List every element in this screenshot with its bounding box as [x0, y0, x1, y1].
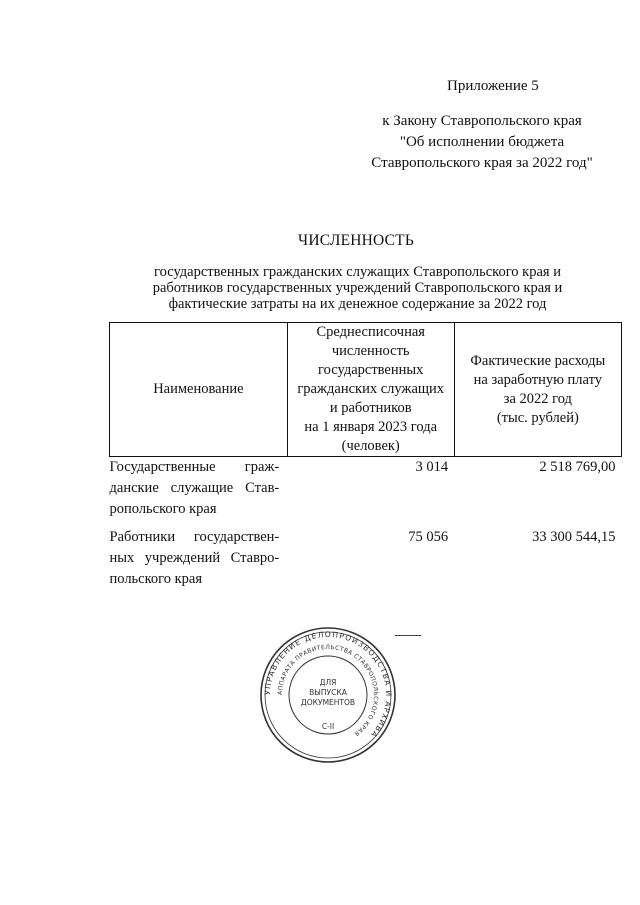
signature-line [395, 635, 421, 636]
stamp-center-line: ВЫПУСКА [309, 688, 347, 697]
subtitle-line: государственных гражданских служащих Ставропольского края и [154, 264, 561, 280]
law-line: к Закону Ставропольского края [382, 113, 582, 129]
stamp-center-line: ДОКУМЕНТОВ [300, 698, 356, 707]
row-expense: 33 300 544,15 [532, 528, 616, 545]
document-subtitle [140, 264, 575, 312]
header-name: Наименование [110, 323, 288, 457]
staff-expense-table [109, 322, 622, 597]
subtitle-line: фактические затраты на их денежное содержание за 2022 год [168, 296, 547, 312]
row-expense: 2 518 769,00 [539, 459, 616, 475]
table-row [110, 457, 622, 527]
law-line: "Об исполнении бюджета [399, 134, 565, 150]
law-reference [352, 111, 612, 174]
header-expense: Фактические расходы на заработную плату за 2022 год (тыс. рублей) [454, 323, 621, 457]
appendix-label: Приложение 5 [447, 78, 539, 94]
row-name: Государственные граж- данские служащие Став- ропольского края [109, 459, 280, 517]
row-count: 75 056 [408, 528, 449, 545]
law-line: Ставропольского края за 2022 год" [371, 155, 593, 171]
header-count: Среднесписочная численность государственных гражданских служащих и работников на 1 января 2023 года (человек) [287, 323, 454, 457]
row-name: Работники государствен- ных учреждений Ставро- польского края [109, 528, 280, 587]
official-stamp [258, 625, 398, 765]
stamp-inner-text: АППАРАТА ПРАВИТЕЛЬСТВА СТАВРОПОЛЬСКОГО КРАЯ [276, 643, 380, 738]
stamp-outer-text: УПРАВЛЕНИЕ ДЕЛОПРОИЗВОДСТВА И АРХИВА [262, 629, 394, 740]
document-title: ЧИСЛЕННОСТЬ [298, 232, 414, 249]
stamp-center-line: ДЛЯ [319, 678, 337, 687]
subtitle-line: работников государственных учреждений Ставропольского края и [152, 280, 563, 296]
stamp-code: С-II [321, 722, 335, 731]
table-row [110, 527, 622, 597]
row-count: 3 014 [415, 459, 449, 475]
